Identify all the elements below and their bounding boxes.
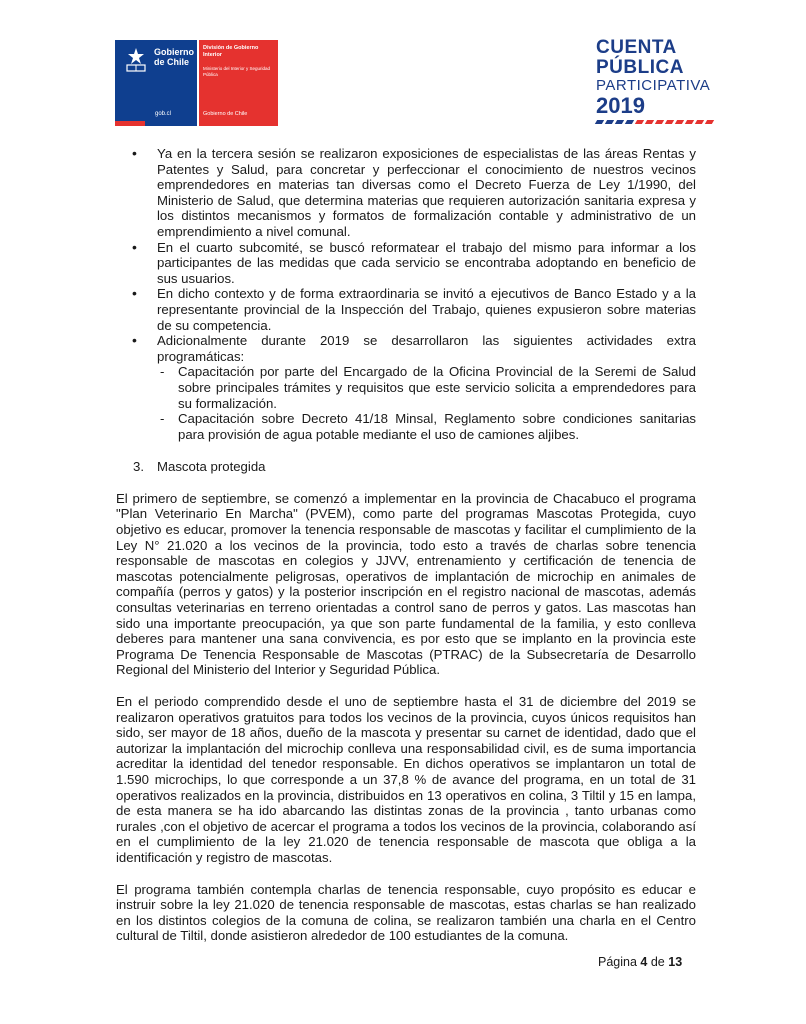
page-total: 13 xyxy=(668,955,683,969)
page-prefix: Página xyxy=(598,955,637,969)
cuenta-line2: PÚBLICA xyxy=(596,57,684,78)
dash-icon: - xyxy=(160,364,165,380)
chile-crest-icon xyxy=(121,46,151,74)
bullet-icon: • xyxy=(132,285,137,302)
division-ministry: Ministerio del Interior y Seguridad Pública xyxy=(203,66,271,77)
sub-item-text: Capacitación por parte del Encargado de la Oficina Provincial de la Seremi de Salud sobre principales trámites y requisitos que este servicio solicita a emprendedores para su formalización. xyxy=(178,364,696,411)
bullet-list xyxy=(116,146,696,442)
cuenta-underline xyxy=(596,120,716,124)
paragraph: El primero de septiembre, se comenzó a implementar en la provincia de Chacabuco el programa "Plan Veterinario En Marcha" (PVEM), como parte del programas Mascotas Protegida, cuyo objetivo es educar, promover la tenencia responsable de mascotas y facilitar el cumplimiento de la Ley N° 21.020 a los vecinos de la provincia, todo esto a través de charlas sobre tenencia responsable de mascotas en colegios y JJVV, entrenamiento y certificación de tenencia de mascotas potencialmente peligrosas, operativos de implantación de microchip en animales de compañía (perros y gatos) y la posterior inscripción en el registro nacional de mascotas, además consultas veterinarias en terreno orientadas a control sano de perros y gatos. Las mascotas han sido una importante preocupación, ya que son parte fundamental de la familia, y esto conlleva deberes para mantener una sana convivencia, es por esto que se implanto en la provincia este Programa De Tenencia Responsable de Mascotas (PTRAC) de la Subsecretaría de Desarrollo Regional del Ministerio del Interior y Seguridad Pública. xyxy=(116,490,696,678)
page-current: 4 xyxy=(640,955,648,969)
cuenta-publica-logo xyxy=(596,38,716,124)
logo-stripe-red xyxy=(115,121,145,126)
bullet-text: Ya en la tercera sesión se realizaron exposiciones de especialistas de las áreas Rentas y Patentes y Salud, para concretar y perfeccionar el conocimiento de nuestros vecinos emprendedores en materias tan diversas como el Decreto Fuerza de Ley 1/1990, del Ministerio de Salud, que determina materias que requieren autorización sanitaria expresa y los distintos mecanismos y formatos de formalización contable y administrativo de un emprendimiento a nivel comunal. xyxy=(157,146,696,239)
division-gobierno-interior-logo xyxy=(199,40,278,126)
sub-list xyxy=(157,364,696,442)
division-name: División de Gobierno Interior xyxy=(203,45,259,58)
cuenta-year: 2019 xyxy=(596,93,645,118)
list-item xyxy=(116,146,696,240)
bullet-text: En dicho contexto y de forma extraordinaria se invitó a ejecutivos de Banco Estado y a la representante provincial de la Inspección del Trabajo, quienes expusieron sobre materias de su competencia. xyxy=(157,286,696,333)
division-footer: Gobierno de Chile xyxy=(203,111,248,117)
gobierno-de-chile-logo xyxy=(115,40,197,126)
section-title: Mascota protegida xyxy=(157,459,266,475)
list-item xyxy=(116,240,696,287)
bullet-icon: • xyxy=(132,332,137,349)
gobierno-name: Gobierno de Chile xyxy=(154,47,194,67)
dash-icon: - xyxy=(160,411,165,427)
list-item xyxy=(116,286,696,333)
sub-list-item xyxy=(157,411,696,442)
bullet-icon: • xyxy=(132,145,137,161)
paragraph: En el periodo comprendido desde el uno de septiembre hasta el 31 de diciembre del 2019 se realizaron operativos gratuitos para todos los vecinos de la provincia, cuyos únicos requisitos han sido, ser mayor de 18 años, dueño de la mascota y presentar su carnet de identidad, dado que el autorizar la implantación del microchip conlleva una responsabilidad civil, es de suma importancia acreditar la identidad del tenedor responsable. En dichos operativos se implantaron un total de 1.590 microchips, lo que corresponde a un 37,8 % de avance del programa, en un total de 31 operativos realizados en la provincia, distribuidos en 13 operativos en colina, 3 Tiltil y 15 en lampa, de esta manera se ha ido abarcando las distintas zonas de la provincia , tanto urbanas como rurales ,con el objetivo de acercar el programa a todos los vecinos de la provincia, colaborando así en el cumplimiento de la ley 21.020 de tenencia responsable de mascota que obliga a la identificación y registro de mascotas. xyxy=(116,694,696,865)
gobierno-url: gob.cl xyxy=(155,111,172,117)
list-item xyxy=(116,333,696,442)
page-middle: de xyxy=(650,955,665,969)
sub-item-text: Capacitación sobre Decreto 41/18 Minsal, Reglamento sobre condiciones sanitarias para provisión de agua potable mediante el uso de camiones aljibes. xyxy=(178,411,696,442)
cuenta-line1: CUENTA xyxy=(596,37,677,58)
section-heading xyxy=(116,459,696,475)
bullet-text: En el cuarto subcomité, se buscó reformatear el trabajo del mismo para informar a los participantes de las medidas que cada servicio se encontraba adoptando en beneficio de sus usuarios. xyxy=(157,239,696,286)
paragraph: El programa también contempla charlas de tenencia responsable, cuyo propósito es educar e instruir sobre la ley 21.020 de tenencia responsable de mascotas, estas charlas se han realizado en los distintos colegios de la comuna de colina, se realizaron también una charla en el Centro cultural de Tiltil, donde asistieron alrededor de 100 estudiantes de la comuna. xyxy=(116,881,696,944)
cuenta-line3: PARTICIPATIVA xyxy=(596,77,711,94)
document-body xyxy=(116,146,696,944)
bullet-text: Adicionalmente durante 2019 se desarrollaron las siguientes actividades extra programáticas: xyxy=(157,333,696,364)
page-number xyxy=(598,955,682,969)
sub-list-item xyxy=(157,364,696,411)
section-number: 3. xyxy=(133,459,144,475)
bullet-icon: • xyxy=(132,238,137,255)
